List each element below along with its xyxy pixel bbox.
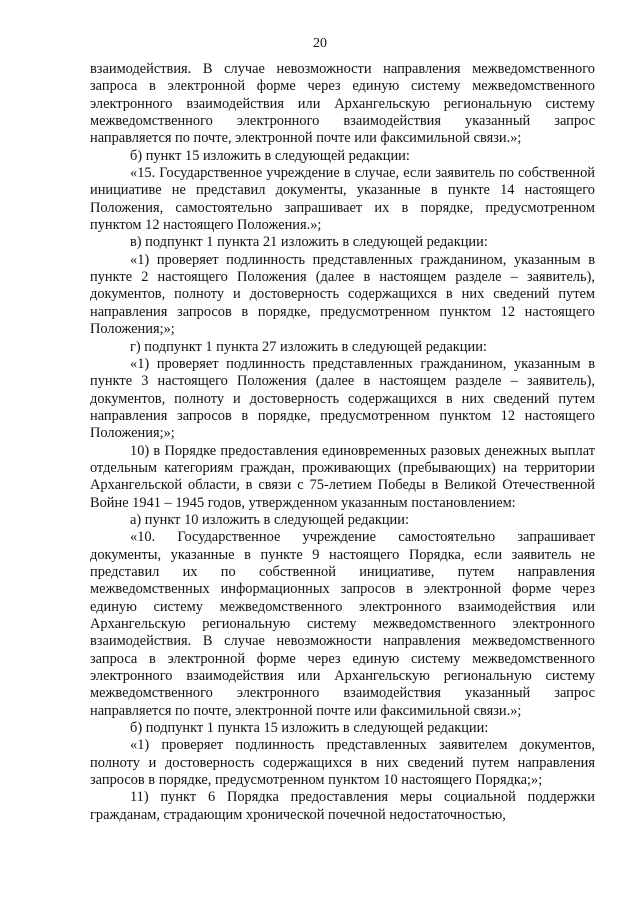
paragraph-item-11-procedure: 11) пункт 6 Порядка предоставления меры социальной поддержки гражданам, страдающим хронической почечной недостаточностью, — [90, 789, 595, 823]
paragraph-amendment-g-subpoint-27: г) подпункт 1 пункта 27 изложить в следующей редакции: — [130, 338, 487, 355]
paragraph-subpoint-27-text: «1) проверяет подлинность представленных гражданином, указанным в пункте 3 настоящего Положения (далее в настоящем разделе – заявитель), документов, полноту и достоверность содержащихся в них сведений путем направления запросов в порядке, предусмотренном пунктом 12 настоящего Положения;»; — [90, 355, 595, 442]
paragraph-subpoint-21-text: «1) проверяет подлинность представленных гражданином, указанным в пункте 2 настоящего Положения (далее в настоящем разделе – заявитель), документов, полноту и достоверность содержащихся в них сведений путем направления запросов в порядке, предусмотренном пунктом 12 настоящего Положения;»; — [90, 251, 595, 338]
paragraph-amendment-a-point-10: а) пункт 10 изложить в следующей редакции: — [130, 511, 409, 528]
paragraph-point-10-text: «10. Государственное учреждение самостоятельно запрашивает документы, указанные в пункте 9 настоящего Порядка, если заявитель не представил их по собственной инициативе, путем направления межведомственных информационных запросов в электронной форме через единую систему межведомственного электронного взаимодействия или Архангельскую региональную систему межведомственного электронного взаимодействия. В случае невозможности направления межведомственного запроса в электронной форме через единую систему межведомственного электронного взаимодействия или Архангельскую региональную систему межведомственного электронного взаимодействия указанный запрос направляется по почте, электронной почте или факсимильной связи.»; — [90, 529, 595, 719]
page-number: 20 — [313, 36, 327, 51]
paragraph-amendment-b-point-15: б) пункт 15 изложить в следующей редакции: — [130, 147, 410, 164]
paragraph-continuation: взаимодействия. В случае невозможности направления межведомственного запроса в электронной форме через единую систему межведомственного электронного взаимодействия или Архангельскую региональную систему межведомственного электронного взаимодействия указанный запрос направляется по почте, электронной почте или факсимильной связи.»; — [90, 61, 595, 147]
paragraph-amendment-v-subpoint-21: в) подпункт 1 пункта 21 изложить в следующей редакции: — [130, 234, 488, 251]
paragraph-amendment-b-subpoint-15: б) подпункт 1 пункта 15 изложить в следующей редакции: — [130, 720, 489, 737]
paragraph-item-10-procedure: 10) в Порядке предоставления единовременных разовых денежных выплат отдельным категориям граждан, проживающих (пребывающих) на территории Архангельской области, в связи с 75-летием Победы в Великой Отечественной Войне 1941 – 1945 годов, утвержденном указанным постановлением: — [90, 442, 595, 511]
document-body — [90, 61, 595, 824]
paragraph-subpoint-15-text: «1) проверяет подлинность представленных заявителем документов, полноту и достоверность содержащихся в них сведений путем направления запросов в порядке, предусмотренном пунктом 10 настоящего Порядка;»; — [90, 737, 595, 789]
paragraph-point-15-text: «15. Государственное учреждение в случае, если заявитель по собственной инициативе не представил документы, указанные в пункте 14 настоящего Положения, самостоятельно запрашивает их в порядке, предусмотренном пунктом 12 настоящего Положения.»; — [90, 165, 595, 234]
